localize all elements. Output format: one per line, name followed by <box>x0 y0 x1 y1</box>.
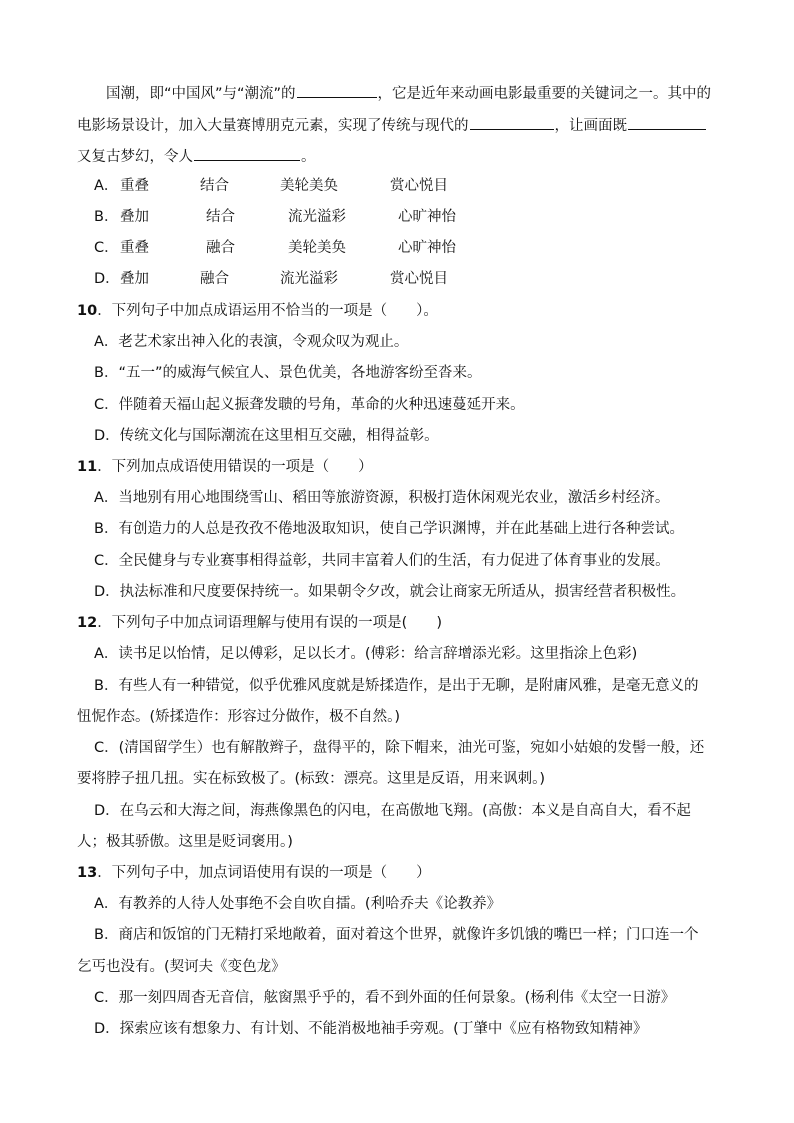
q11-option-b[interactable]: B．有创造力的人总是孜孜不倦地汲取知识，使自己学识渊博，并在此基础上进行各种尝试。 <box>94 521 684 537</box>
q11-stem <box>77 457 727 479</box>
option-letter: C． <box>94 240 119 256</box>
q13-option-d[interactable]: D．探索应该有想象力、有计划、不能消极地袖手旁观。(丁肇中《应有格物致知精神》 <box>94 1021 648 1037</box>
option-word: 叠加 <box>120 271 149 287</box>
option-word: 赏心悦目 <box>390 178 448 194</box>
q9-text: 国潮，即“中国风”与“潮流”的 <box>106 86 296 102</box>
q12-option-d-cont: 人；极其骄傲。这里是贬词褒用。) <box>77 834 293 850</box>
answer-blank-2[interactable] <box>470 114 554 130</box>
question-stem: ．下列句子中加点词语理解与使用有误的一项是( ) <box>97 615 442 631</box>
q12-option-c-cont: 要将脖子扭几扭。实在标致极了。(标致：漂亮。这里是反语，用来讽刺。) <box>77 771 546 787</box>
q12-option-b[interactable]: B．有些人有一种错觉，似乎优雅风度就是矫揉造作，是出于无聊，是附庸风雅，是毫无意义的 <box>94 678 699 694</box>
q9-option-c[interactable] <box>94 238 726 260</box>
option-word: 美轮美奂 <box>280 178 338 194</box>
q11-option-d[interactable]: D．执法标准和尺度要保持统一。如果朝令夕改，就会让商家无所适从，损害经营者积极性。 <box>94 584 686 600</box>
question-stem: ．下列句子中加点成语运用不恰当的一项是（ ）。 <box>97 303 438 319</box>
answer-blank-3[interactable] <box>628 114 706 130</box>
q10-option-c[interactable]: C．伴随着天福山起义振聋发聩的号角，革命的火种迅速蔓延开来。 <box>94 397 525 413</box>
q9-line-2 <box>77 114 727 136</box>
q12-option-a[interactable]: A．读书足以怡情，足以傅彩，足以长才。(傅彩：给言辞增添光彩。这里指涂上色彩) <box>94 646 638 662</box>
q11-option-c[interactable]: C．全民健身与专业赛事相得益彰，共同丰富着人们的生活，有力促进了体育事业的发展。 <box>94 553 670 569</box>
option-letter: D． <box>94 271 120 287</box>
q9-line-1 <box>106 82 726 104</box>
q9-option-b[interactable] <box>94 207 726 229</box>
option-word: 结合 <box>200 178 229 194</box>
q9-text: ，让画面既 <box>554 118 627 134</box>
answer-blank-1[interactable] <box>297 82 377 98</box>
q10-stem <box>77 301 727 323</box>
q9-option-a[interactable] <box>94 176 726 198</box>
option-letter: B． <box>94 209 119 225</box>
question-number: 13 <box>77 865 98 881</box>
option-word: 赏心悦目 <box>390 271 448 287</box>
q9-line-3 <box>77 145 727 167</box>
q12-option-c[interactable]: C．(清国留学生）也有解散辫子，盘得平的，除下帽来，油光可鉴，宛如小姑娘的发髻一般，还 <box>94 740 705 756</box>
option-word: 融合 <box>200 271 229 287</box>
q12-stem <box>77 613 727 635</box>
q9-option-d[interactable] <box>94 269 726 291</box>
option-word: 流光溢彩 <box>280 271 338 287</box>
option-word: 融合 <box>206 240 235 256</box>
option-word: 流光溢彩 <box>288 209 346 225</box>
question-stem: ．下列加点成语使用错误的一项是（ ） <box>97 459 373 475</box>
option-word: 重叠 <box>120 240 149 256</box>
q9-text: 又复古梦幻，令人 <box>77 149 193 165</box>
option-word: 结合 <box>206 209 235 225</box>
q9-text: 。 <box>301 149 316 165</box>
option-word: 重叠 <box>120 178 149 194</box>
question-number: 10 <box>77 303 98 319</box>
q11-option-a[interactable]: A．当地别有用心地围绕雪山、稻田等旅游资源，积极打造休闲观光农业，激活乡村经济。 <box>94 490 670 506</box>
q10-option-b[interactable]: B．“五一”的威海气候宜人、景色优美，各地游客纷至沓来。 <box>94 365 482 381</box>
option-letter: A． <box>94 178 119 194</box>
q13-stem <box>77 863 727 885</box>
q13-option-a[interactable]: A．有教养的人待人处事绝不会自吹自擂。(利哈乔夫《论教养》 <box>94 896 502 912</box>
q9-text: 电影场景设计，加入大量赛博朋克元素，实现了传统与现代的 <box>77 118 469 134</box>
q12-option-b-cont: 忸怩作态。(矫揉造作：形容过分做作，极不自然。) <box>77 709 401 725</box>
option-word: 美轮美奂 <box>288 240 346 256</box>
question-stem: ．下列句子中，加点词语使用有误的一项是（ ） <box>97 865 431 881</box>
answer-blank-4[interactable] <box>194 145 300 161</box>
option-word: 叠加 <box>120 209 149 225</box>
option-word: 心旷神怡 <box>398 240 456 256</box>
question-number: 11 <box>77 459 98 475</box>
q9-text: ，它是近年来动画电影最重要的关键词之一。其中的 <box>377 86 712 102</box>
q13-option-c[interactable]: C．那一刻四周杳无音信，舷窗黑乎乎的，看不到外面的任何景象。(杨利伟《太空一日游》 <box>94 990 676 1006</box>
q13-option-b-cont: 乞丐也没有。(契诃夫《变色龙》 <box>77 959 286 975</box>
question-number: 12 <box>77 615 98 631</box>
q13-option-b[interactable]: B．商店和饭馆的门无精打采地敞着，面对着这个世界，就像许多饥饿的嘴巴一样；门口连一个 <box>94 927 699 943</box>
q10-option-d[interactable]: D．传统文化与国际潮流在这里相互交融，相得益彰。 <box>94 428 439 444</box>
option-word: 心旷神怡 <box>398 209 456 225</box>
q12-option-d[interactable]: D．在乌云和大海之间，海燕像黑色的闪电，在高傲地飞翔。(高傲：本义是自高自大，看不起 <box>94 803 691 819</box>
q10-option-a[interactable]: A．老艺术家出神入化的表演，令观众叹为观止。 <box>94 334 409 350</box>
